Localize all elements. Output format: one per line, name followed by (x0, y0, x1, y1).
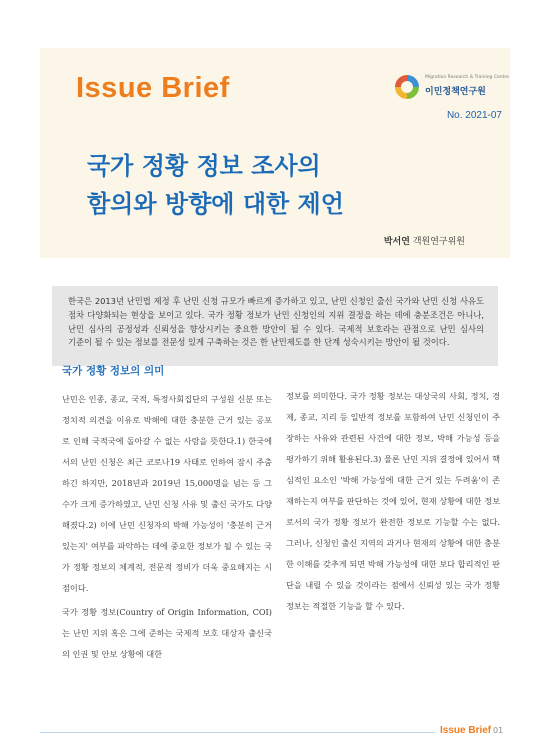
org-name: 이민정책연구원 (425, 87, 486, 97)
right-column (286, 386, 500, 620)
body-paragraph: 국가 정황 정보(Country of Origin Information, COI)는 난민 지위 혹은 그에 준하는 국제적 보호 대상자 출신국의 인권 및 안보 상황에 대한 (62, 607, 272, 659)
org-logo (395, 75, 509, 101)
author-role: 객원연구위원 (412, 237, 465, 247)
body-paragraph: 난민은 인종, 종교, 국적, 특정사회집단의 구성원 신분 또는 정치적 의견을 이유로 박해에 대한 충분한 근거 있는 공포로 인해 국적국에 돌아갈 수 없는 사람을 뜻한다.1) 한국에서의 난민 신청은 최근 코로나19 사태로 인하여 잠시 주춤하긴 하지만, 2018년과 2019년 15,000명을 넘는 등 그 수가 크게 증가하였고, 난민 신청 사유 및 출신 국가도 다양해졌다.2) 이에 난민 신청자의 박해 가능성이 '충분히 근거 있는지' 여부를 파악하는 데에 중요한 정보가 될 수 있는 국가 정황 정보의 체계적, 전문적 정비가 더욱 중요해지는 시점이다. (62, 394, 272, 593)
left-column (62, 389, 272, 668)
body-paragraph: 정보를 의미한다. 국가 정황 정보는 대상국의 사회, 정치, 경제, 종교, 지리 등 일반적 정보를 포함하여 난민 신청인이 주장하는 사유와 관련된 사건에 대한 정보, 박해 가능성 등을 평가하기 위해 활용된다.3) 물론 난민 지위 결정에 있어서 핵심적인 요소인 '박해 가능성에 대한 근거 있는 두려움'이 존재하는지 여부를 판단하는 것에 있어, 현재 상황에 대한 정보로서의 국가 정황 정보가 완전한 정보로 기능할 수는 없다. 그러나, 신청인 출신 지역의 과거나 현재의 상황에 대한 충분한 이해를 갖추게 되면 박해 가능성에 대한 보다 합리적인 판단을 내릴 수 있을 것이라는 점에서 신뢰성 있는 국가 정황 정보는 적절한 기능을 할 수 있다. (286, 391, 500, 611)
page-title (87, 147, 344, 223)
footer-divider (40, 732, 435, 733)
summary-box (52, 286, 498, 366)
author-line (384, 234, 465, 247)
title-line-2: 함의와 방향에 대한 제언 (87, 190, 344, 218)
issue-number: No. 2021-07 (446, 110, 502, 121)
brand-title: Issue Brief (76, 72, 230, 104)
section-title: 국가 정황 정보의 의미 (62, 365, 165, 377)
title-line-1: 국가 정황 정보 조사의 (87, 152, 321, 180)
summary-text: 한국은 2013년 난민법 제정 후 난민 신청 규모가 빠르게 증가하고 있고, 난민 신청인 출신 국가와 난민 신청 사유도 점차 다양화되는 현상을 보이고 있다. 국가 정황 정보가 난민 신청인의 지위 결정을 하는 데에 충분조건은 아니나, 난민 심사의 공정성과 신뢰성을 향상시키는 중요한 방안이 될 수 있다. 국제적 보호라는 관점으로 난민 심사의 기준이 될 수 있는 정보를 전문성 있게 구축하는 것은 한 난민제도를 한 단계 성숙시키는 방안이 될 것이다. (68, 296, 484, 348)
org-english-name: Migration Research & Training Centre (425, 75, 509, 80)
author-name: 박서연 (383, 237, 410, 247)
footer-brand: Issue Brief (440, 725, 492, 736)
org-emblem-icon (395, 75, 419, 99)
page-number: 01 (493, 726, 504, 735)
